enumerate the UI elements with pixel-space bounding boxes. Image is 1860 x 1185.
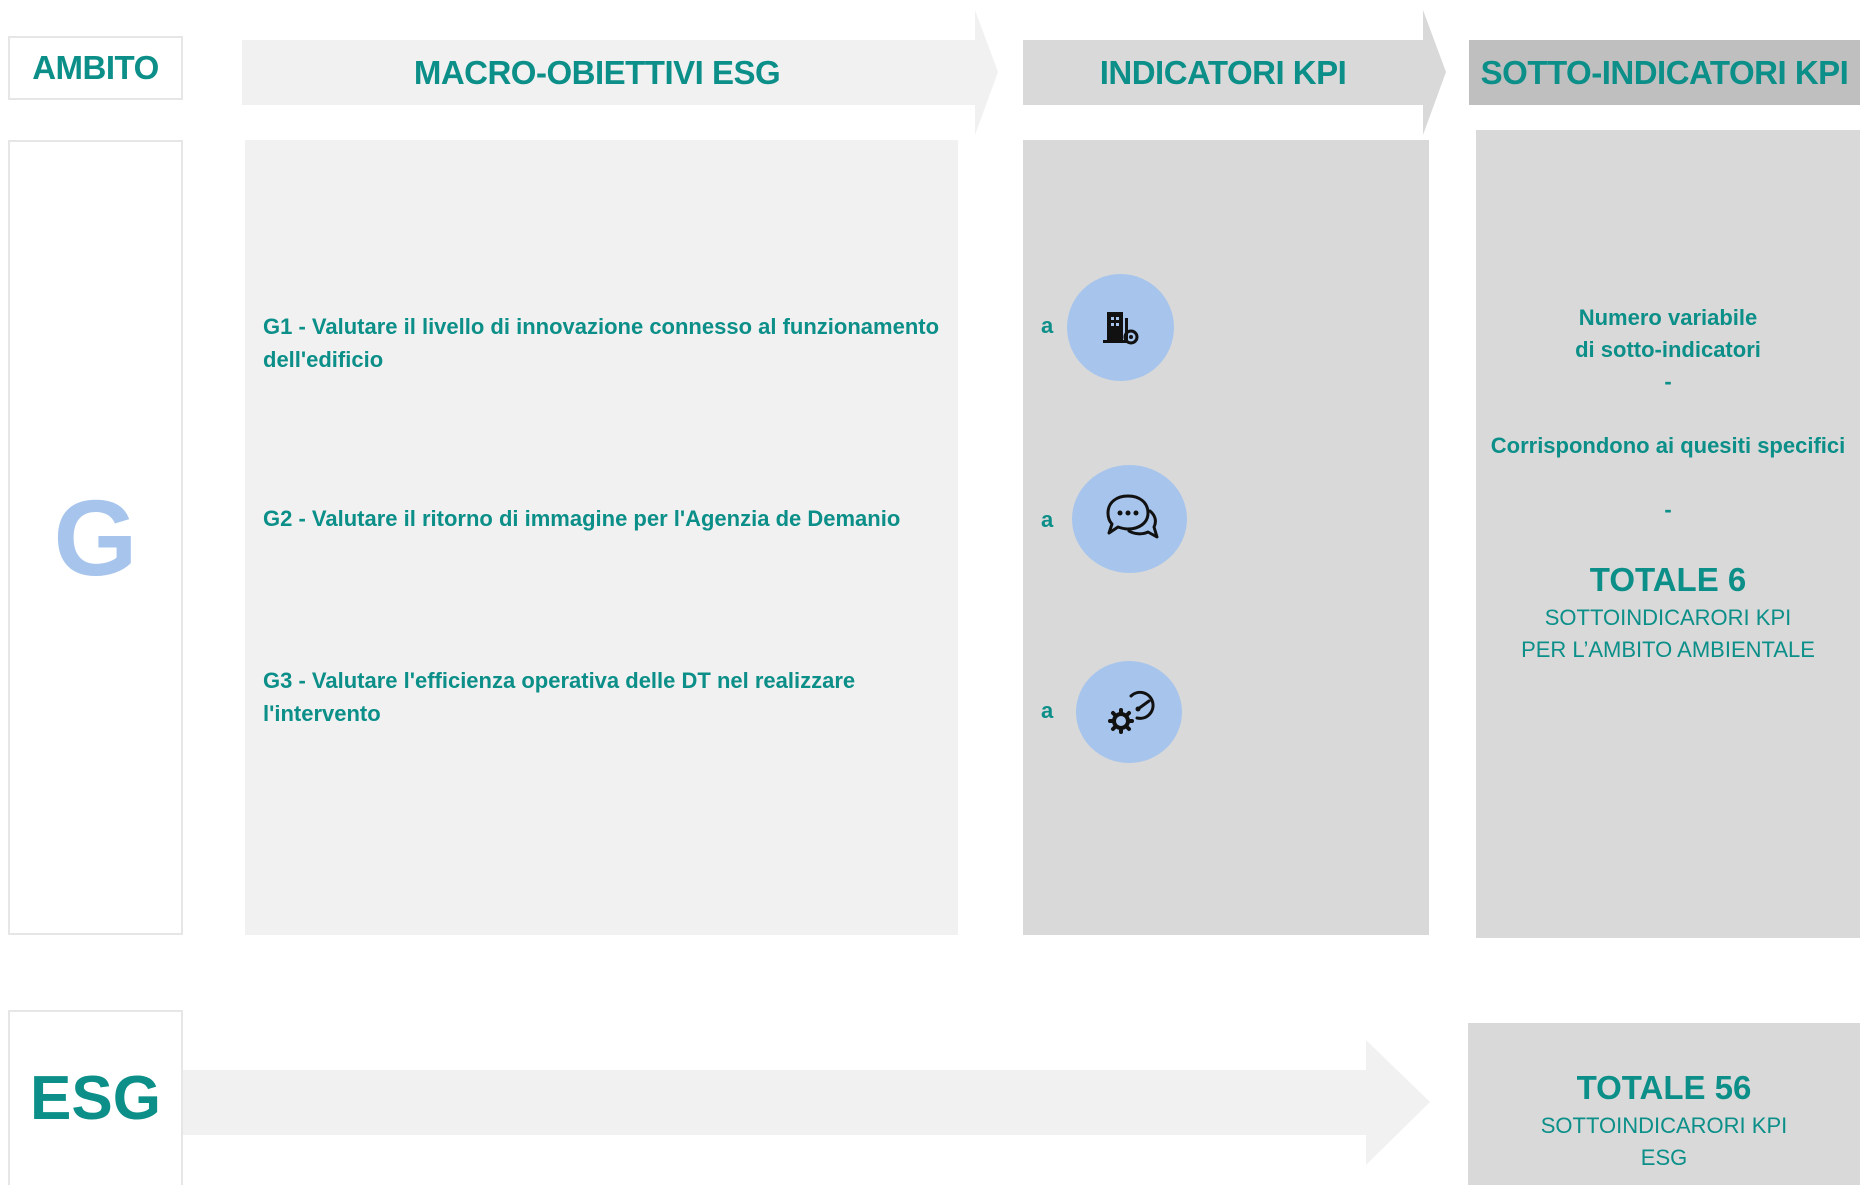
sotto-line1: Numero variabile [1578,305,1758,330]
sotto-sub1: SOTTOINDICARORI KPI [1544,605,1792,630]
header-indicatori-label: INDICATORI KPI [1099,53,1347,91]
gear-gauge-icon [1101,684,1157,740]
kpi-letter-g3: a [1041,698,1054,723]
esg-sub2: ESG [1640,1145,1688,1170]
esg-label: ESG [30,1064,161,1133]
objective-g1: G1 - Valutare il livello di innovazione connesso al funzionamento dell'edificio [263,314,940,372]
sotto-sep2: - [1664,497,1672,522]
header-ambito-label: AMBITO [32,49,159,86]
sotto-line3: Corrispondono ai quesiti specifici [1490,433,1846,458]
kpi-letter-g1: a [1041,313,1054,338]
ambito-letter: G [53,477,138,598]
objective-g2: G2 - Valutare il ritorno di immagine per l'Agenzia de Demanio [263,506,901,531]
kpi-icon-g3 [1076,661,1182,763]
header-ambito [8,36,183,100]
macro-objectives-panel [245,140,958,935]
esg-arrow [0,1030,1460,1185]
sotto-line2: di sotto-indicatori [1575,337,1761,362]
kpi-icon-g2 [1072,465,1187,573]
ambito-column [8,140,183,935]
kpi-letter-g2: a [1041,507,1054,532]
objective-g3: G3 - Valutare l'efficienza operativa delle DT nel realizzare l'intervento [263,668,856,726]
sotto-sep1: - [1664,369,1672,394]
header-sotto-label: SOTTO-INDICATORI KPI [1480,53,1849,91]
header-macro-label: MACRO-OBIETTIVI ESG [413,53,781,91]
sotto-total: TOTALE 6 [1589,561,1747,598]
sotto-sub2: PER L’AMBITO AMBIENTALE [1521,637,1815,662]
chat-bubbles-icon [1100,491,1160,547]
sotto-indicators-panel [1476,130,1860,938]
esg-sub1: SOTTOINDICARORI KPI [1540,1113,1788,1138]
esg-total: TOTALE 56 [1576,1069,1752,1106]
building-gear-icon [1099,306,1143,350]
kpi-icon-g1 [1067,274,1174,381]
